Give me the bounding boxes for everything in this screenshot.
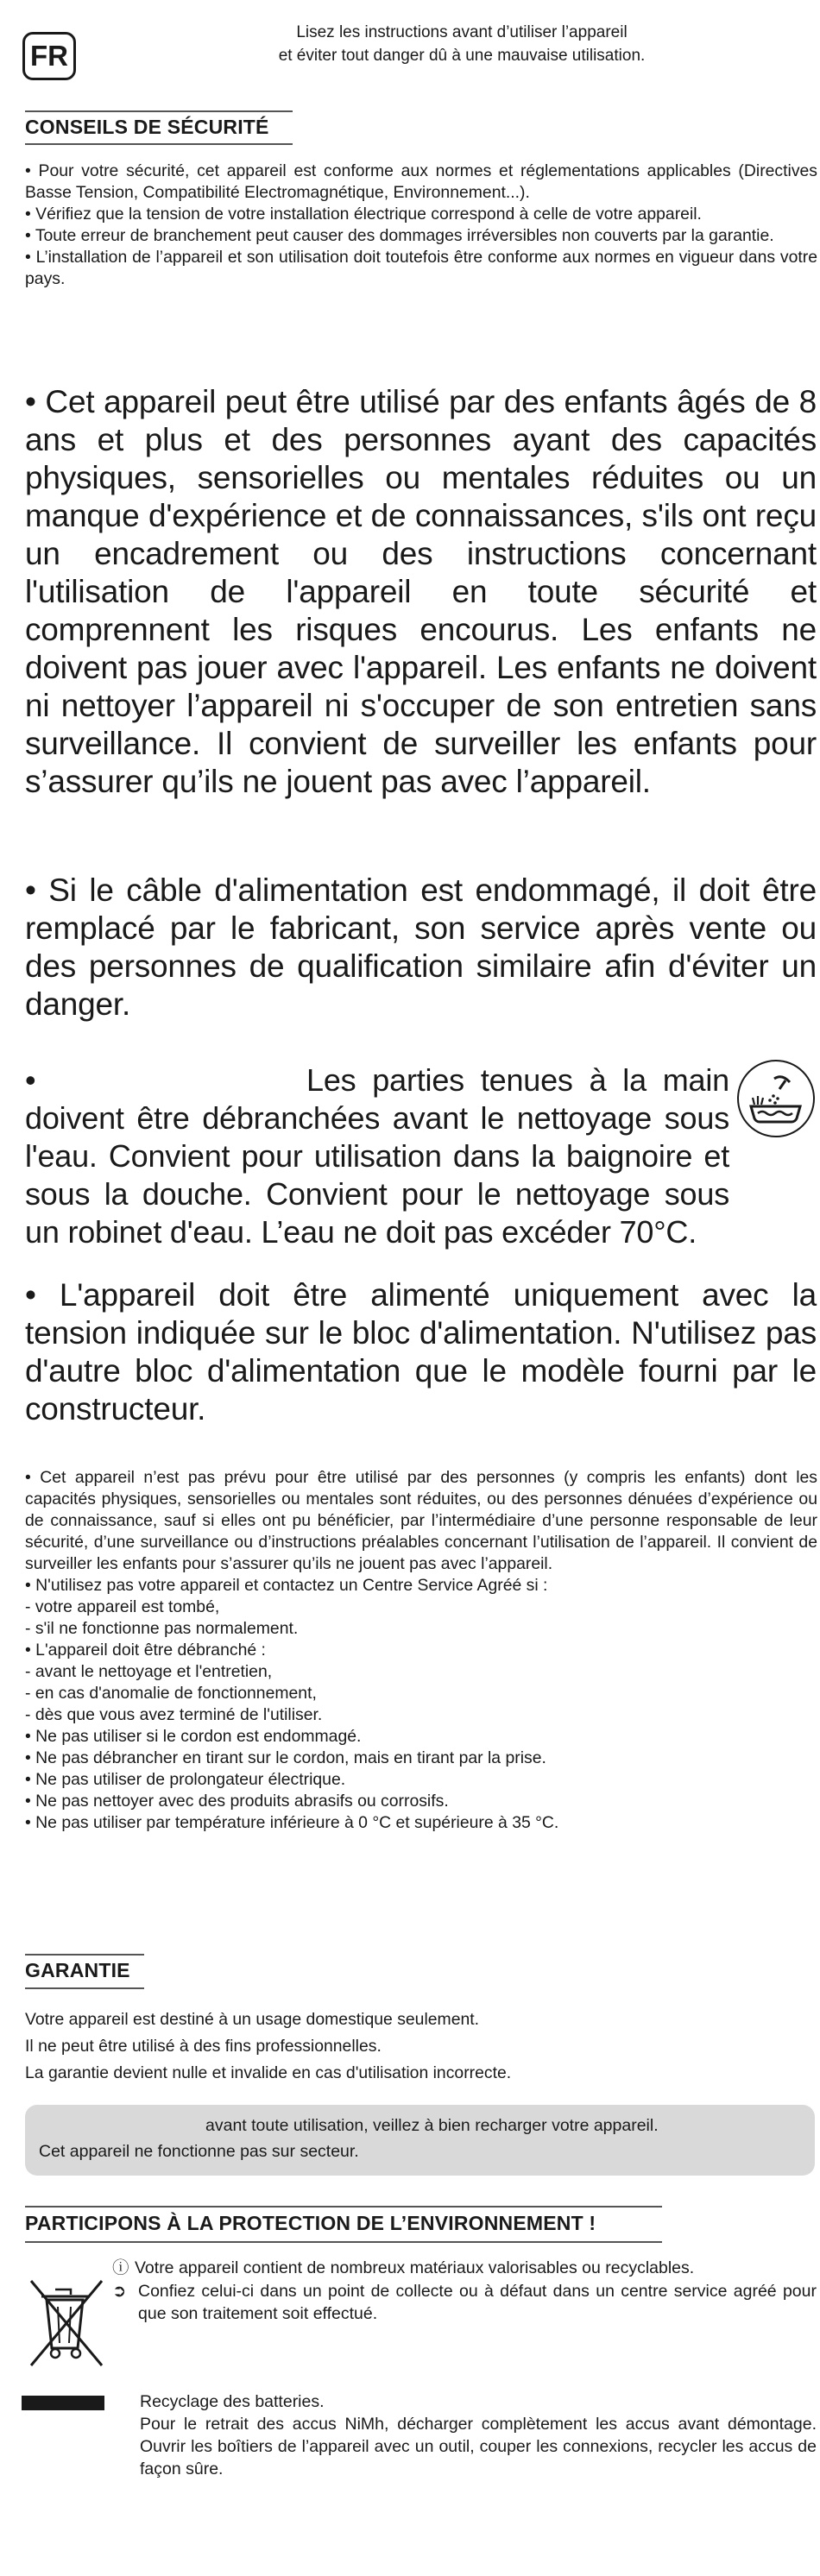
battery-title: Recyclage des batteries. [140, 2392, 325, 2411]
environment-title: PARTICIPONS À LA PROTECTION DE L’ENVIRONNEMENT ! [25, 2212, 596, 2234]
section-rule-bottom [25, 143, 293, 145]
detail-item: - votre appareil est tombé, [25, 1597, 220, 1616]
power-supply-warning: • L'appareil doit être alimenté uniquement avec la tension indiquée sur le bloc d'alimentation. N'utilisez pas d'autre bloc d'alimentation que le modèle fourni par le constructeur. [25, 1277, 817, 1427]
warranty-line: Il ne peut être utilisé à des fins professionnelles. [25, 2037, 382, 2056]
safety-bullet: • Vérifiez que la tension de votre installation électrique correspond à celle de votre appareil. [25, 205, 702, 224]
detail-item: • Cet appareil n’est pas prévu pour être utilisé par des personnes (y compris les enfants) dont les capacités physiques, sensorielles ou mentales sont réduites, ou des personnes dénuées d’expérience ou de connaissance, sauf si elles ont pu bénéficier, par l’intermédiaire d’une personne responsable de leur sécurité, d’une surveillance ou d’instructions préalables concernant l’utilisation de l’appareil. Il convient de surveiller les enfants pour s’assurer qu’ils ne jouent pas avec l’appareil. [25, 1468, 817, 1573]
intro-line-1: Lisez les instructions avant d’utiliser l’appareil [296, 23, 628, 41]
warranty-line: Votre appareil est destiné à un usage domestique seulement. [25, 2010, 480, 2029]
recycle-arrow-icon: ➲ [112, 2282, 127, 2301]
detail-item: - avant le nettoyage et l'entretien, [25, 1662, 273, 1681]
safety-bullet: • Pour votre sécurité, cet appareil est conforme aux normes et réglementations applicables (Directives Basse Tension, Compatibilité Electromagnétique, Environnement...). [25, 161, 817, 202]
env-line-1: Votre appareil contient de nombreux matériaux valorisables ou recyclables. [135, 2258, 695, 2277]
section-rule-top [25, 2206, 662, 2208]
env-line-2: Confiez celui-ci dans un point de collecte ou à défaut dans un centre service agréé pour que son traitement soit effectué. [138, 2282, 817, 2323]
detail-item: • Ne pas nettoyer avec des produits abrasifs ou corrosifs. [25, 1792, 449, 1811]
water-bullet: • [25, 1062, 36, 1098]
safety-title: CONSEILS DE SÉCURITÉ [25, 116, 269, 138]
env-collect-line [112, 2280, 817, 2325]
warranty-title: GARANTIE [25, 1959, 130, 1981]
battery-text: Pour le retrait des accus NiMh, décharger complètement les accus avant démontage. Ouvrir les boîtiers de l’appareil avec un outil, couper les connexions, recycler les accus de façon sûre. [140, 2415, 817, 2478]
info-icon: ⓘ [112, 2258, 129, 2277]
cable-warning: • Si le câble d'alimentation est endommagé, il doit être remplacé par le fabricant, son service après vente ou des personnes de qualification similaire afin d'éviter un danger. [25, 872, 817, 1022]
note-line-2: Cet appareil ne fonctionne pas sur secteur. [39, 2142, 359, 2161]
detail-item: • Ne pas utiliser par température inférieure à 0 °C et supérieure à 35 °C. [25, 1813, 559, 1832]
env-recyclable-line [112, 2257, 817, 2279]
safety-bullet: • L’installation de l’appareil et son utilisation doit toutefois être conforme aux normes en vigueur dans votre pays. [25, 248, 817, 288]
battery-section [140, 2390, 817, 2480]
detail-item: • Ne pas débrancher en tirant sur le cordon, mais en tirant par la prise. [25, 1748, 546, 1767]
intro-text [164, 21, 760, 67]
detail-item: • N'utilisez pas votre appareil et contactez un Centre Service Agréé si : [25, 1576, 548, 1595]
section-rule-top [25, 110, 293, 112]
detail-item: • Ne pas utiliser de prolongateur électrique. [25, 1770, 346, 1789]
safety-bullets [25, 161, 817, 290]
section-rule-top [25, 1954, 144, 1956]
warranty-line: La garantie devient nulle et invalide en cas d'utilisation incorrecte. [25, 2063, 512, 2082]
section-rule-bottom [25, 2241, 662, 2243]
detail-item: - s'il ne fonctionne pas normalement. [25, 1619, 299, 1638]
warranty-text [25, 2006, 817, 2087]
section-rule-bottom [25, 1987, 144, 1989]
detail-item: - dès que vous avez terminé de l'utiliser. [25, 1705, 323, 1724]
bath-shower-icon [737, 1060, 815, 1137]
battery-marker [22, 2396, 104, 2410]
note-line-1: avant toute utilisation, veillez à bien recharger votre appareil. [205, 2116, 659, 2135]
detail-item: • Ne pas utiliser si le cordon est endommagé. [25, 1727, 362, 1746]
crossed-bin-icon [19, 2276, 112, 2369]
language-badge: FR [22, 32, 76, 80]
charge-note [25, 2105, 815, 2176]
detail-item: • L'appareil doit être débranché : [25, 1641, 266, 1660]
children-warning: • Cet appareil peut être utilisé par des enfants âgés de 8 ans et plus et des personnes ayant des capacités physiques, sensorielles ou mentales réduites ou un manque d'expérience et de connaissances, s'ils ont reçu un encadrement ou des instructions concernant l'utilisation de l'appareil en toute sécurité et comprennent les risques encourus. Les enfants ne doivent pas jouer avec l'appareil. Les enfants ne doivent ni nettoyer l’appareil ni s'occuper de son entretien sans surveillance. Il convient de surveiller les enfants pour s’assurer qu’ils ne jouent pas avec l’appareil. [25, 384, 817, 799]
water-warning: Les parties tenues à la main doivent être débranchées avant le nettoyage sous l'eau. Convient pour utilisation dans la baignoire et sous la douche. Convient pour le nettoyage sous un robinet d'eau. L’eau ne doit pas excéder 70°C. [25, 1062, 729, 1250]
detail-item: - en cas d'anomalie de fonctionnement, [25, 1684, 317, 1703]
intro-line-2: et éviter tout danger dû à une mauvaise utilisation. [278, 47, 646, 65]
safety-bullet: • Toute erreur de branchement peut causer des dommages irréversibles non couverts par la garantie. [25, 226, 774, 245]
safety-details [25, 1467, 817, 1834]
